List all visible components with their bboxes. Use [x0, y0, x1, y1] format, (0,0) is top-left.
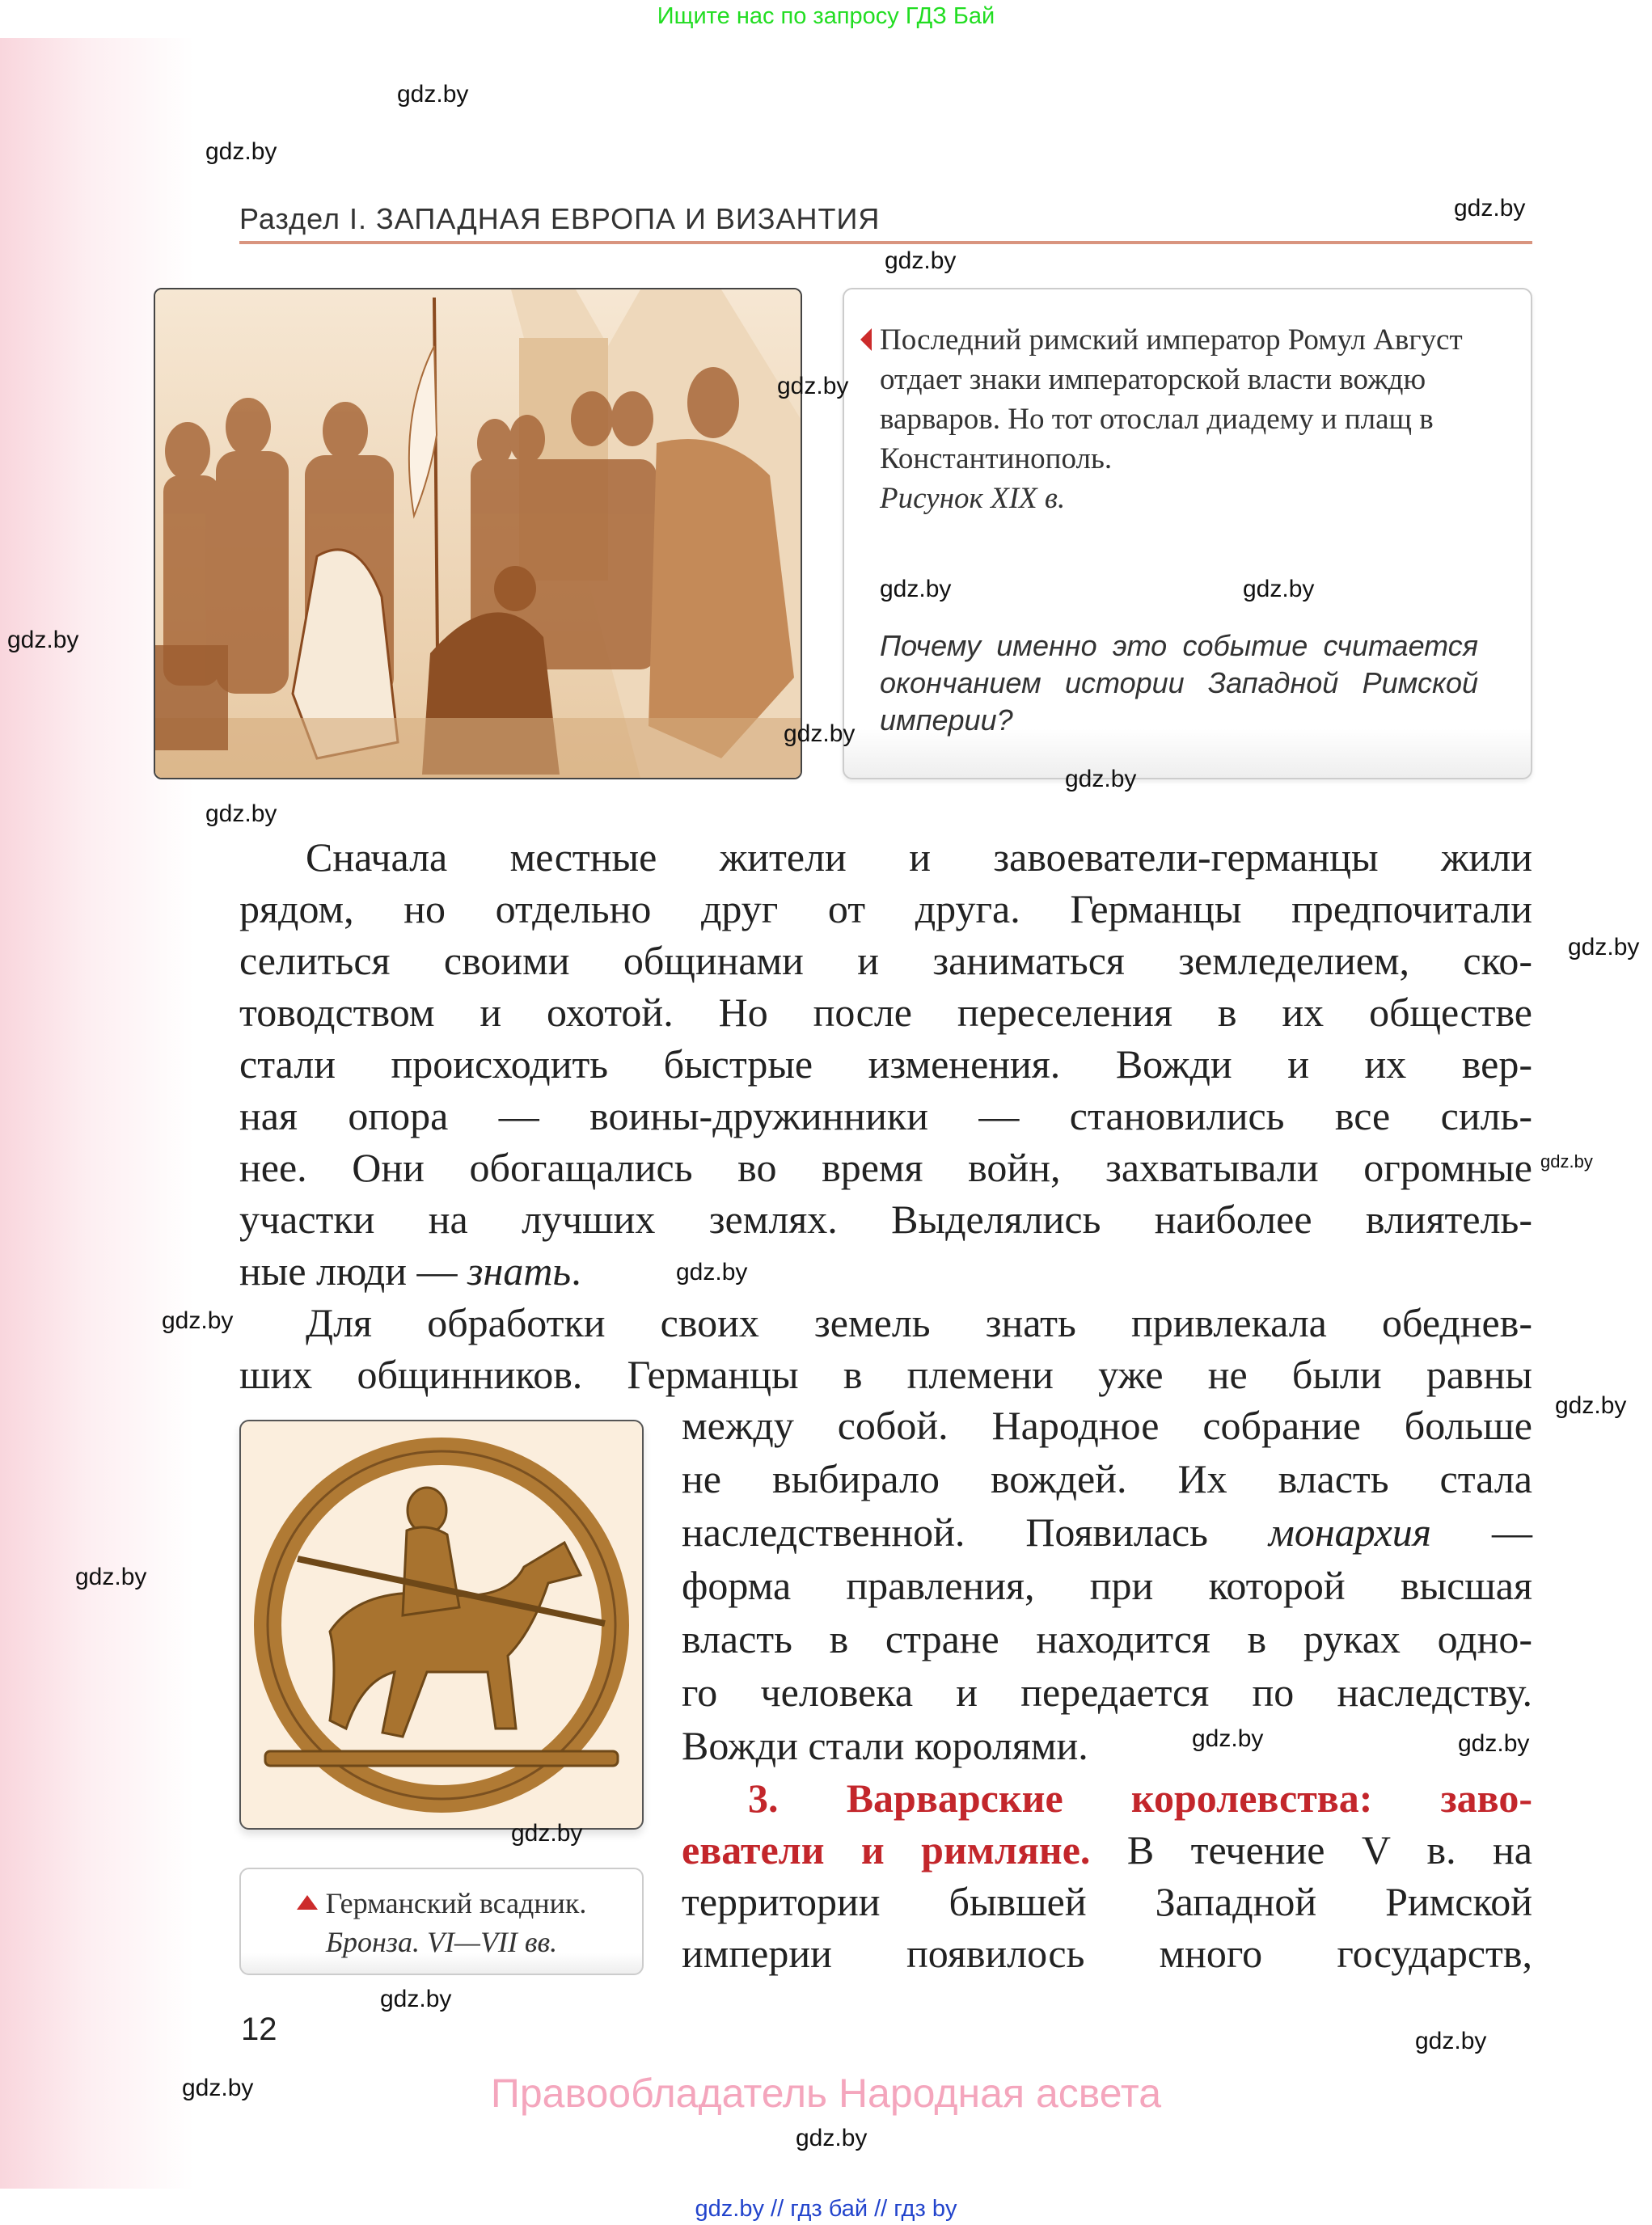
watermark: gdz.by — [1458, 1730, 1530, 1757]
text-line — [682, 1666, 1532, 1719]
illustration-romulus-augustus — [154, 288, 802, 779]
watermark: gdz.by — [777, 373, 849, 399]
paragraph-2-continued — [682, 1399, 1532, 1772]
term-italic: монархия — [1268, 1509, 1432, 1555]
text-segment: участки на лучших землях. Выделялись наиболее влиятель- — [239, 1197, 1532, 1242]
text-segment: В течение V в. на — [1090, 1827, 1532, 1872]
watermark: gdz.by — [1540, 1151, 1593, 1172]
copyright-notice: Правообладатель Народная асвета — [490, 2071, 1162, 2116]
section-3 — [682, 1772, 1532, 1979]
pointer-up-icon — [297, 1895, 318, 1910]
section-heading: еватели и римляне. — [682, 1827, 1091, 1872]
figure2-caption-box — [239, 1868, 644, 1975]
watermark: gdz.by — [676, 1259, 748, 1286]
watermark: gdz.by — [511, 1820, 583, 1847]
text-segment: наследственной. Появилась — [682, 1509, 1269, 1555]
watermark: gdz.by — [1415, 2028, 1487, 2054]
paragraph-2 — [239, 1297, 1532, 1400]
text-line — [682, 1876, 1532, 1927]
text-segment: . — [571, 1248, 581, 1294]
text-segment: Вожди стали королями. — [682, 1723, 1088, 1768]
text-line — [239, 831, 1532, 883]
section-heading: 3. Варварские королевства: заво- — [748, 1775, 1532, 1821]
watermark: gdz.by — [1568, 934, 1640, 961]
watermark: gdz.by — [205, 138, 277, 165]
figure1-question: Почему именно это событие считается окончанием истории Западной Римской империи? — [880, 629, 1478, 737]
figure1-source: Рисунок XIX в. — [880, 482, 1066, 515]
paragraph-1 — [239, 831, 1532, 1297]
figure2-caption-title: Германский всадник. — [325, 1887, 587, 1919]
text-segment: империи появилось много государств, — [682, 1931, 1532, 1976]
section-title: Раздел I. ЗАПАДНАЯ ЕВРОПА И ВИЗАНТИЯ — [239, 202, 881, 235]
text-line — [682, 1824, 1532, 1876]
text-line — [682, 1559, 1532, 1612]
term-italic: знать — [467, 1248, 572, 1294]
watermark: gdz.by — [1555, 1392, 1627, 1419]
text-segment: — — [1431, 1509, 1532, 1555]
text-segment: товодством и охотой. Но после переселения в их обществе — [239, 990, 1532, 1035]
page-number: 12 — [241, 2012, 277, 2047]
header-rule — [239, 241, 1532, 244]
figure1-caption-box — [843, 288, 1532, 779]
figure1-caption: Последний римский император Ромул Август отдает знаки императорской власти вождю варваров. Но тот отослал диадему и плащ в Константинополь. — [880, 323, 1463, 475]
watermark: gdz.by — [182, 2075, 254, 2101]
image-germanic-rider — [239, 1420, 644, 1830]
figure2-caption-detail: Бронза. VI—VII вв. — [325, 1926, 558, 1958]
text-line — [239, 1349, 1532, 1400]
pointer-left-icon — [860, 328, 872, 351]
watermark: gdz.by — [784, 720, 856, 747]
text-segment: ные люди — — [239, 1248, 468, 1294]
watermark: gdz.by — [1454, 195, 1526, 222]
text-segment: селиться своими общинами и заниматься земледелием, ско- — [239, 938, 1532, 983]
text-line — [239, 1038, 1532, 1090]
watermark: gdz.by — [380, 1986, 452, 2012]
text-segment: территории бывшей Западной Римской — [682, 1879, 1532, 1924]
watermark: gdz.by — [1192, 1725, 1264, 1752]
text-segment: форма правления, при которой высшая — [682, 1563, 1532, 1608]
text-segment: власть в стране находится в руках одно- — [682, 1616, 1532, 1661]
text-line — [239, 1193, 1532, 1245]
text-segment: ная опора — воины-дружинники — становились все силь- — [239, 1093, 1532, 1138]
text-line — [682, 1505, 1532, 1559]
watermark: gdz.by — [75, 1564, 147, 1590]
text-line — [239, 1297, 1532, 1349]
search-banner[interactable]: Ищите нас по запросу ГДЗ Бай — [657, 3, 995, 29]
text-line — [239, 935, 1532, 986]
text-line — [682, 1399, 1532, 1452]
text-line — [239, 1090, 1532, 1142]
footer-links[interactable]: gdz.by // гдз бай // гдз by — [695, 2196, 957, 2222]
watermark: gdz.by — [1065, 766, 1137, 792]
text-line — [682, 1452, 1532, 1505]
text-line — [239, 986, 1532, 1038]
text-line — [239, 1245, 1532, 1297]
text-segment: не выбирало вождей. Их власть стала — [682, 1456, 1532, 1501]
text-line — [682, 1927, 1532, 1979]
text-line — [682, 1772, 1532, 1824]
text-segment: ших общинников. Германцы в племени уже не были равны — [239, 1352, 1532, 1397]
text-segment: рядом, но отдельно друг от друга. Германцы предпочитали — [239, 886, 1532, 931]
text-line — [239, 1142, 1532, 1193]
watermark: gdz.by — [1243, 576, 1315, 602]
watermark: gdz.by — [880, 576, 952, 602]
watermark: gdz.by — [7, 627, 79, 653]
text-segment: стали происходить быстрые изменения. Вожди и их вер- — [239, 1041, 1532, 1087]
text-line — [239, 883, 1532, 935]
text-segment: нее. Они обогащались во время войн, захватывали огромные — [239, 1145, 1532, 1190]
text-segment: го человека и передается по наследству. — [682, 1670, 1532, 1715]
watermark: gdz.by — [796, 2125, 868, 2151]
text-line — [682, 1719, 1532, 1772]
text-segment: между собой. Народное собрание больше — [682, 1403, 1532, 1448]
watermark: gdz.by — [397, 81, 469, 108]
watermark: gdz.by — [205, 800, 277, 827]
text-segment: Для обработки своих земель знать привлекала обеднев- — [306, 1300, 1532, 1345]
watermark: gdz.by — [885, 247, 957, 274]
text-segment: Сначала местные жители и завоеватели-германцы жили — [306, 834, 1532, 880]
watermark: gdz.by — [162, 1307, 234, 1334]
text-line — [682, 1612, 1532, 1666]
